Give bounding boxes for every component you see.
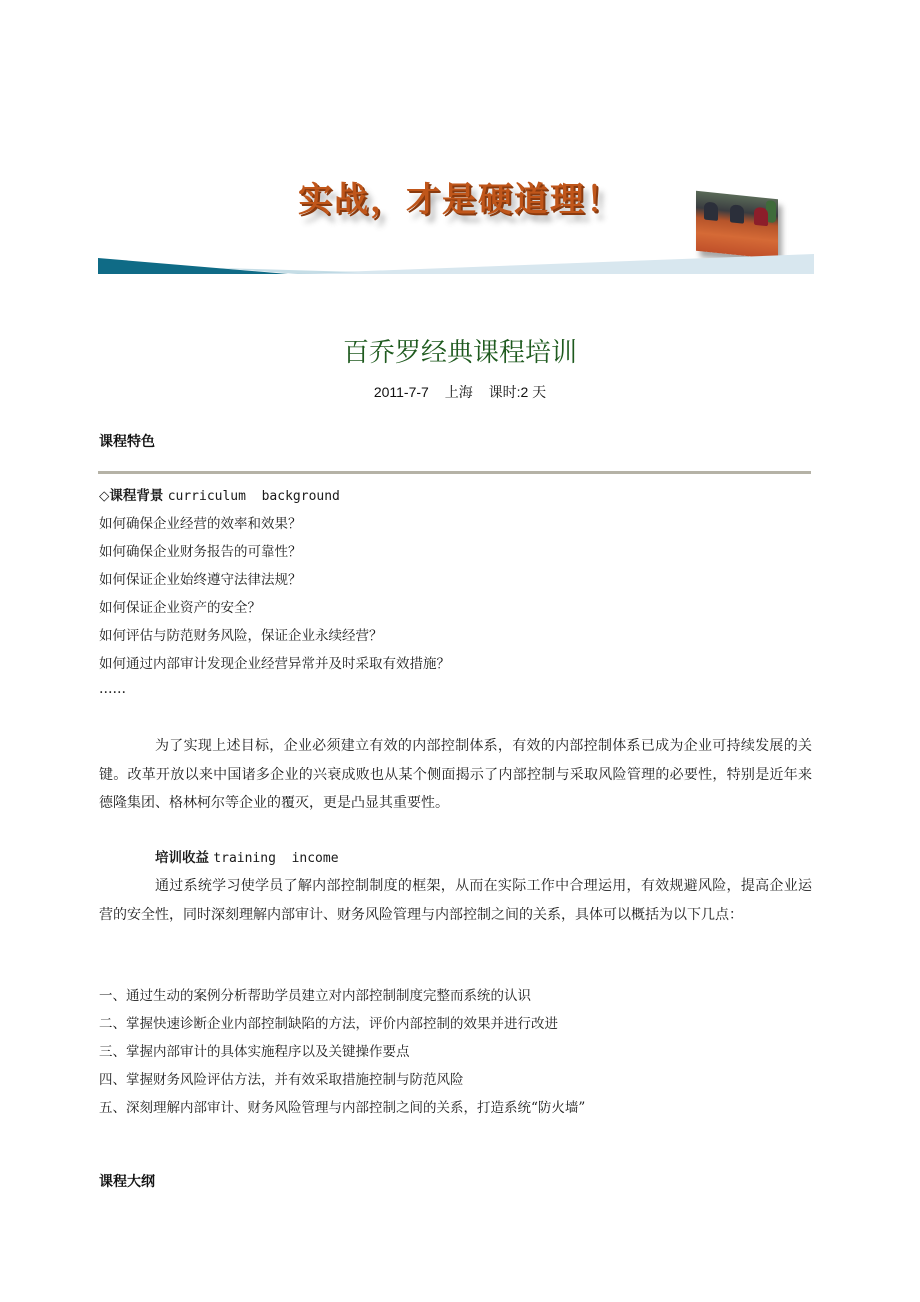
question-item: 如何确保企业财务报告的可靠性？ (99, 544, 302, 560)
question-item: 如何确保企业经营的效率和效果？ (99, 516, 302, 532)
course-duration: 课时:2 天 (488, 384, 547, 400)
document-title: 百乔罗经典课程培训 (342, 338, 577, 368)
diamond-bullet-icon: ◇ (99, 488, 110, 504)
benefit-point: 二、掌握快速诊断企业内部控制缺陷的方法，评价内部控制的效果并进行改进 (99, 1016, 558, 1032)
ellipsis: …… (99, 681, 126, 697)
course-location: 上海 (444, 384, 473, 400)
course-meta (0, 382, 920, 402)
horizontal-divider (98, 471, 811, 474)
benefits-heading-en: training income (213, 851, 339, 866)
course-date: 2011-7-7 (373, 384, 429, 400)
person-shape (730, 204, 744, 223)
banner-wedge-decoration (98, 252, 814, 274)
benefit-point: 一、通过生动的案例分析帮助学员建立对内部控制制度完整而系统的认识 (99, 988, 531, 1004)
header-banner (98, 150, 814, 275)
question-item: 如何保证企业始终遵守法律法规？ (99, 572, 302, 588)
question-item: 如何通过内部审计发现企业经营异常并及时采取有效措施？ (99, 656, 450, 672)
benefits-heading-cn: 培训收益 (155, 850, 209, 866)
background-heading (99, 490, 340, 504)
background-heading-en: curriculum background (167, 489, 340, 504)
banner-slogan: 实战，才是硬道理！ (298, 180, 622, 220)
benefits-heading (155, 852, 339, 866)
benefits-paragraph: 通过系统学习使学员了解内部控制制度的框架，从而在实际工作中合理运用，有效规避风险，提高企业运营的安全性，同时深刻理解内部审计、财务风险管理与内部控制之间的关系，具体可以概括为以下几点： (99, 878, 812, 923)
section-heading-features: 课程特色 (99, 434, 155, 450)
person-shape (704, 202, 718, 221)
background-paragraph: 为了实现上述目标，企业必须建立有效的内部控制体系，有效的内部控制体系已成为企业可持续发展的关键。改革开放以来中国诸多企业的兴衰成败也从某个侧面揭示了内部控制与采取风险管理的必要性，特别是近年来德隆集团、格林柯尔等企业的覆灭，更是凸显其重要性。 (99, 738, 812, 811)
question-item: 如何评估与防范财务风险，保证企业永续经营？ (99, 628, 383, 644)
person-shape (754, 207, 768, 226)
benefit-point: 四、掌握财务风险评估方法，并有效采取措施控制与防范风险 (99, 1072, 464, 1088)
question-item: 如何保证企业资产的安全？ (99, 600, 261, 616)
background-heading-cn: 课程背景 (109, 488, 164, 504)
benefit-point: 五、深刻理解内部审计、财务风险管理与内部控制之间的关系，打造系统“防火墙” (99, 1100, 586, 1116)
benefit-point: 三、掌握内部审计的具体实施程序以及关键操作要点 (99, 1044, 410, 1060)
business-meeting-photo-icon (696, 191, 778, 260)
section-heading-outline: 课程大纲 (99, 1174, 155, 1190)
